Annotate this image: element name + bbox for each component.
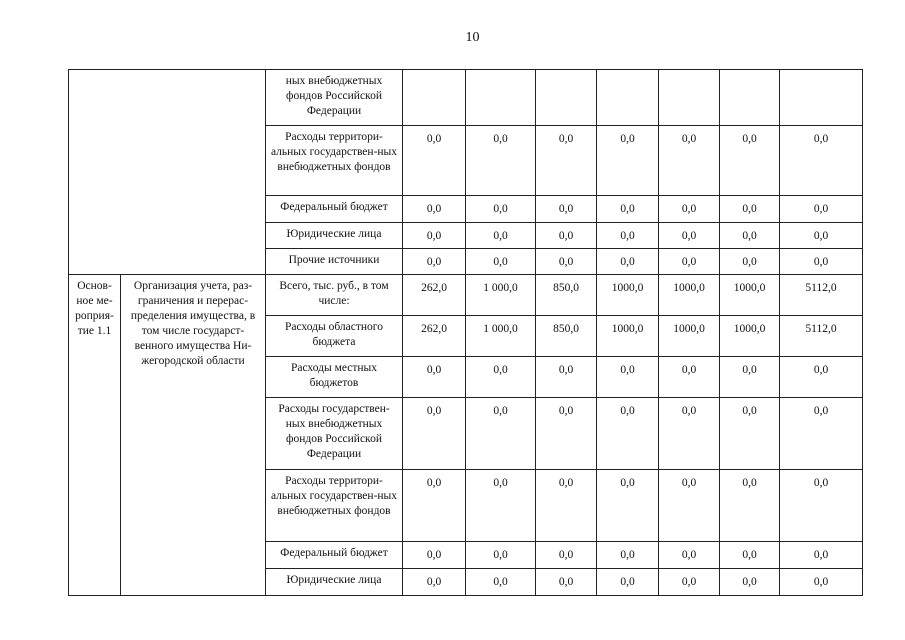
event-code: Основ-ное ме-роприя-тие 1.1 (69, 275, 121, 596)
value-cell: 0,0 (597, 569, 659, 596)
value-cell: 0,0 (659, 249, 720, 275)
source-label: Расходы территори-альных государствен-ных внебюджетных фондов (266, 126, 403, 196)
value-cell: 0,0 (597, 542, 659, 569)
value-cell: 0,0 (403, 196, 466, 223)
value-cell: 0,0 (403, 223, 466, 249)
value-cell: 0,0 (403, 126, 466, 196)
page-number: 10 (465, 30, 480, 45)
value-cell: 850,0 (536, 316, 597, 357)
value-cell: 0,0 (403, 398, 466, 470)
value-cell (659, 70, 720, 126)
value-cell (403, 70, 466, 126)
source-label: Юридические лица (266, 569, 403, 596)
value-cell: 0,0 (659, 542, 720, 569)
value-cell: 262,0 (403, 316, 466, 357)
value-cell: 0,0 (720, 569, 780, 596)
value-cell: 0,0 (536, 569, 597, 596)
value-cell: 0,0 (403, 569, 466, 596)
value-cell: 0,0 (466, 223, 536, 249)
value-cell: 0,0 (720, 223, 780, 249)
source-label: Всего, тыс. руб., в том числе: (266, 275, 403, 316)
value-cell: 0,0 (780, 196, 863, 223)
value-cell: 0,0 (466, 398, 536, 470)
value-cell: 5112,0 (780, 275, 863, 316)
source-label: Расходы местных бюджетов (266, 357, 403, 398)
value-cell: 0,0 (466, 357, 536, 398)
value-cell: 0,0 (536, 196, 597, 223)
value-cell: 1000,0 (720, 316, 780, 357)
value-cell: 0,0 (780, 249, 863, 275)
value-cell (536, 70, 597, 126)
value-cell: 1 000,0 (466, 275, 536, 316)
source-label: Федеральный бюджет (266, 542, 403, 569)
budget-table (68, 69, 863, 596)
value-cell: 0,0 (466, 196, 536, 223)
value-cell: 0,0 (597, 223, 659, 249)
value-cell: 0,0 (720, 470, 780, 542)
source-label: Юридические лица (266, 223, 403, 249)
value-cell: 0,0 (720, 196, 780, 223)
value-cell: 0,0 (466, 126, 536, 196)
source-label: Расходы государствен-ных внебюджетных фондов Российской Федерации (266, 398, 403, 470)
value-cell: 0,0 (597, 249, 659, 275)
value-cell: 0,0 (403, 357, 466, 398)
value-cell: 0,0 (780, 357, 863, 398)
value-cell: 5112,0 (780, 316, 863, 357)
value-cell: 0,0 (597, 126, 659, 196)
value-cell: 0,0 (659, 569, 720, 596)
value-cell: 1000,0 (597, 316, 659, 357)
value-cell: 0,0 (659, 357, 720, 398)
value-cell: 0,0 (466, 249, 536, 275)
value-cell: 0,0 (780, 398, 863, 470)
value-cell: 850,0 (536, 275, 597, 316)
value-cell (597, 70, 659, 126)
source-label: Федеральный бюджет (266, 196, 403, 223)
value-cell: 0,0 (536, 126, 597, 196)
value-cell: 262,0 (403, 275, 466, 316)
value-cell: 0,0 (720, 542, 780, 569)
value-cell (780, 70, 863, 126)
table-row (69, 275, 863, 316)
value-cell: 0,0 (403, 542, 466, 569)
value-cell: 0,0 (720, 357, 780, 398)
value-cell: 0,0 (536, 249, 597, 275)
empty-continued-cell (69, 70, 266, 275)
value-cell: 1000,0 (720, 275, 780, 316)
table-row (69, 70, 863, 126)
value-cell: 0,0 (780, 223, 863, 249)
value-cell: 0,0 (780, 470, 863, 542)
value-cell: 0,0 (466, 470, 536, 542)
value-cell: 0,0 (597, 470, 659, 542)
value-cell: 0,0 (466, 542, 536, 569)
value-cell: 1000,0 (597, 275, 659, 316)
value-cell: 0,0 (780, 542, 863, 569)
value-cell: 1 000,0 (466, 316, 536, 357)
value-cell: 0,0 (536, 398, 597, 470)
value-cell: 0,0 (659, 223, 720, 249)
value-cell: 0,0 (659, 126, 720, 196)
source-label: Прочие источники (266, 249, 403, 275)
value-cell: 0,0 (659, 398, 720, 470)
value-cell: 1000,0 (659, 275, 720, 316)
value-cell: 0,0 (597, 196, 659, 223)
value-cell: 0,0 (780, 569, 863, 596)
value-cell: 0,0 (780, 126, 863, 196)
value-cell: 0,0 (720, 398, 780, 470)
value-cell: 0,0 (536, 470, 597, 542)
value-cell: 0,0 (536, 223, 597, 249)
value-cell (466, 70, 536, 126)
value-cell: 0,0 (720, 126, 780, 196)
value-cell: 0,0 (536, 357, 597, 398)
value-cell (720, 70, 780, 126)
value-cell: 0,0 (720, 249, 780, 275)
source-label: Расходы областного бюджета (266, 316, 403, 357)
source-label: ных внебюджетных фондов Российской Федерации (266, 70, 403, 126)
value-cell: 0,0 (403, 249, 466, 275)
value-cell: 0,0 (659, 470, 720, 542)
value-cell: 0,0 (597, 398, 659, 470)
value-cell: 1000,0 (659, 316, 720, 357)
value-cell: 0,0 (466, 569, 536, 596)
value-cell: 0,0 (659, 196, 720, 223)
value-cell: 0,0 (536, 542, 597, 569)
value-cell: 0,0 (597, 357, 659, 398)
event-description: Организация учета, раз-граничения и перерас-пределения имущества, в том числе государст-венного имущества Ни-жегородской области (121, 275, 266, 596)
source-label: Расходы территори-альных государствен-ных внебюджетных фондов (266, 470, 403, 542)
value-cell: 0,0 (403, 470, 466, 542)
